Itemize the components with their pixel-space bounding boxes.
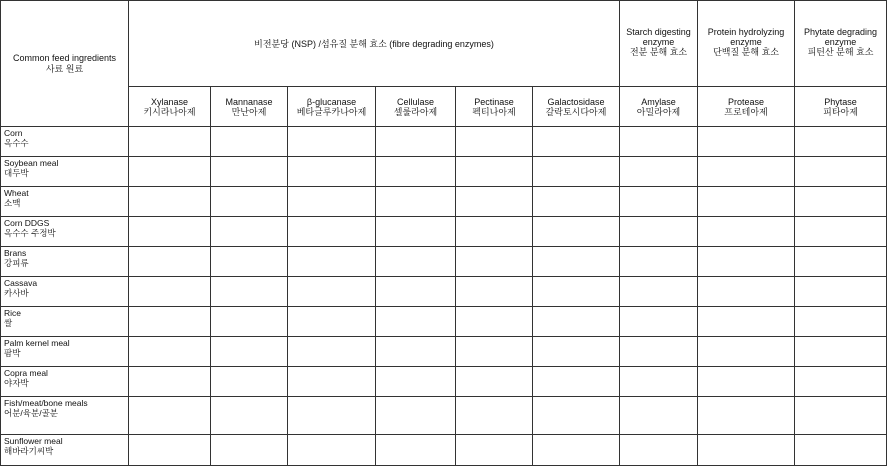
- enzyme-header-galactosidase: [533, 87, 620, 127]
- level-cell: [456, 337, 533, 367]
- ingredient-name-en: Cassava: [4, 278, 38, 288]
- ingredient-label: [1, 337, 129, 367]
- enzyme-name-ko: 아밀라아제: [636, 106, 681, 117]
- level-cell: [795, 217, 887, 247]
- level-cell: [698, 337, 795, 367]
- level-cell: [129, 187, 211, 217]
- level-cell: [533, 247, 620, 277]
- level-cell: [288, 127, 376, 157]
- level-cell: [376, 247, 456, 277]
- phytate-group-label-en: Phytate degrading enzyme: [804, 27, 878, 47]
- level-cell: [533, 127, 620, 157]
- level-cell: [288, 367, 376, 397]
- level-cell: [795, 397, 887, 435]
- ingredient-name-en: Wheat: [4, 188, 29, 198]
- enzyme-header-pectinase: [456, 87, 533, 127]
- level-cell: [376, 127, 456, 157]
- enzyme-header-amylase: [620, 87, 698, 127]
- level-cell: [129, 397, 211, 435]
- level-cell: [698, 277, 795, 307]
- ingredient-label: [1, 187, 129, 217]
- enzyme-name-en: Amylase: [641, 96, 676, 107]
- table-row: [1, 127, 887, 157]
- level-cell: [533, 157, 620, 187]
- table-row: [1, 277, 887, 307]
- level-cell: [795, 307, 887, 337]
- phytate-group-header: [795, 1, 887, 87]
- table-row: [1, 217, 887, 247]
- level-cell: [376, 307, 456, 337]
- level-cell: [698, 247, 795, 277]
- enzyme-name-en: Xylanase: [150, 96, 189, 107]
- ingredient-label: [1, 435, 129, 466]
- level-cell: [533, 217, 620, 247]
- level-cell: [211, 187, 288, 217]
- starch-group-label-en: Starch digesting enzyme: [626, 27, 691, 47]
- level-cell: [129, 435, 211, 466]
- ingredient-name-ko: 소맥: [4, 197, 21, 208]
- table-row: [1, 367, 887, 397]
- level-cell: [288, 397, 376, 435]
- ingredient-name-en: Sunflower meal: [4, 436, 63, 446]
- enzyme-name-en: β-glucanase: [306, 96, 357, 107]
- level-cell: [129, 247, 211, 277]
- level-cell: [795, 367, 887, 397]
- enzyme-name-en: Phytase: [824, 96, 857, 107]
- ingredients-header-ko: 사료 원료: [45, 63, 84, 74]
- ingredient-label: [1, 247, 129, 277]
- level-cell: [456, 247, 533, 277]
- enzyme-name-ko: 갈락토시다아제: [545, 106, 607, 117]
- ingredient-name-en: Fish/meat/bone meals: [4, 398, 88, 408]
- level-cell: [288, 187, 376, 217]
- level-cell: [533, 367, 620, 397]
- level-cell: [795, 435, 887, 466]
- level-cell: [698, 217, 795, 247]
- level-cell: [211, 397, 288, 435]
- level-cell: [533, 397, 620, 435]
- level-cell: [376, 157, 456, 187]
- enzyme-name-ko: 셀룰라아제: [393, 106, 438, 117]
- level-cell: [129, 127, 211, 157]
- level-cell: [211, 435, 288, 466]
- level-cell: [456, 397, 533, 435]
- level-cell: [795, 157, 887, 187]
- level-cell: [533, 187, 620, 217]
- level-cell: [129, 307, 211, 337]
- level-cell: [211, 127, 288, 157]
- enzyme-name-ko: 펙티나아제: [472, 106, 516, 117]
- level-cell: [211, 307, 288, 337]
- ingredient-name-en: Copra meal: [4, 368, 48, 378]
- level-cell: [620, 127, 698, 157]
- level-cell: [698, 157, 795, 187]
- enzyme-name-en: Pectinase: [474, 96, 514, 107]
- enzyme-name-ko: 피타아제: [823, 106, 858, 117]
- level-cell: [288, 435, 376, 466]
- level-cell: [129, 277, 211, 307]
- level-cell: [456, 217, 533, 247]
- table-row: [1, 247, 887, 277]
- level-cell: [288, 247, 376, 277]
- enzyme-name-ko: 키시라나아제: [143, 106, 196, 117]
- level-cell: [288, 157, 376, 187]
- protein-group-header: [698, 1, 795, 87]
- level-cell: [376, 367, 456, 397]
- ingredient-label: [1, 277, 129, 307]
- ingredient-name-ko: 어분/육분/골분: [4, 407, 58, 418]
- ingredients-header-en: Common feed ingredients: [12, 52, 117, 63]
- level-cell: [620, 187, 698, 217]
- ingredient-label: [1, 397, 129, 435]
- level-cell: [698, 307, 795, 337]
- nsp-group-label: 비전분당 (NSP) /섬유질 분해 효소 (fibre degrading enzymes): [254, 38, 494, 49]
- phytate-group-label-ko: 피틴산 분해 효소: [807, 47, 874, 57]
- ingredient-label: [1, 367, 129, 397]
- level-cell: [376, 217, 456, 247]
- level-cell: [376, 187, 456, 217]
- ingredient-label: [1, 127, 129, 157]
- level-cell: [129, 337, 211, 367]
- level-cell: [376, 435, 456, 466]
- enzyme-header-mannanase: [211, 87, 288, 127]
- ingredient-label: [1, 217, 129, 247]
- level-cell: [698, 187, 795, 217]
- enzyme-header-phytase: [795, 87, 887, 127]
- ingredient-name-ko: 팜박: [4, 347, 21, 358]
- level-cell: [456, 187, 533, 217]
- level-cell: [620, 217, 698, 247]
- level-cell: [533, 435, 620, 466]
- ingredient-name-ko: 카사바: [4, 287, 29, 298]
- table-row: [1, 337, 887, 367]
- level-cell: [211, 157, 288, 187]
- level-cell: [456, 157, 533, 187]
- ingredients-header: [1, 1, 129, 127]
- level-cell: [533, 277, 620, 307]
- ingredient-label: [1, 157, 129, 187]
- level-cell: [376, 277, 456, 307]
- level-cell: [698, 435, 795, 466]
- enzyme-name-en: Protease: [728, 96, 765, 107]
- ingredient-name-en: Soybean meal: [4, 158, 59, 168]
- ingredient-name-ko: 옥수수 주정박: [4, 227, 56, 238]
- ingredient-name-en: Corn: [4, 128, 23, 138]
- level-cell: [211, 337, 288, 367]
- level-cell: [620, 367, 698, 397]
- enzyme-name-en: Galactosidase: [547, 96, 605, 107]
- ingredient-name-ko: 해바라기씨박: [4, 445, 54, 456]
- enzyme-header-protease: [698, 87, 795, 127]
- table-body: [1, 127, 887, 466]
- ingredient-label: [1, 307, 129, 337]
- enzyme-header-beta-glucanase: [288, 87, 376, 127]
- protein-group-label-en: Protein hydrolyzing enzyme: [707, 27, 785, 47]
- level-cell: [620, 337, 698, 367]
- level-cell: [620, 307, 698, 337]
- level-cell: [795, 337, 887, 367]
- nsp-group-header: [129, 1, 620, 87]
- level-cell: [698, 367, 795, 397]
- table-row: [1, 307, 887, 337]
- level-cell: [620, 397, 698, 435]
- enzyme-header-xylanase: [129, 87, 211, 127]
- level-cell: [211, 367, 288, 397]
- level-cell: [456, 307, 533, 337]
- level-cell: [620, 277, 698, 307]
- enzyme-header-cellulase: [376, 87, 456, 127]
- level-cell: [211, 277, 288, 307]
- level-cell: [211, 217, 288, 247]
- level-cell: [456, 367, 533, 397]
- level-cell: [129, 157, 211, 187]
- level-cell: [698, 397, 795, 435]
- level-cell: [288, 307, 376, 337]
- level-cell: [620, 435, 698, 466]
- ingredient-name-ko: 대두박: [4, 167, 29, 178]
- table-row: [1, 187, 887, 217]
- enzyme-name-ko: 프로테아제: [724, 106, 768, 117]
- level-cell: [795, 127, 887, 157]
- level-cell: [456, 277, 533, 307]
- level-cell: [288, 217, 376, 247]
- level-cell: [698, 127, 795, 157]
- ingredient-name-en: Corn DDGS: [4, 218, 50, 228]
- level-cell: [795, 277, 887, 307]
- enzyme-name-en: Cellulase: [396, 96, 435, 107]
- protein-group-label-ko: 단백질 분해 효소: [713, 47, 779, 57]
- ingredient-name-ko: 강피류: [4, 257, 29, 268]
- level-cell: [456, 435, 533, 466]
- level-cell: [456, 127, 533, 157]
- table-row: [1, 157, 887, 187]
- level-cell: [795, 247, 887, 277]
- enzyme-name-ko: 만난아제: [231, 106, 267, 117]
- table-row: [1, 397, 887, 435]
- table-row: [1, 435, 887, 466]
- enzyme-header-row: [1, 87, 887, 127]
- ingredient-name-ko: 쌀: [4, 317, 13, 328]
- level-cell: [288, 337, 376, 367]
- starch-group-label-ko: 전분 분해 효소: [629, 47, 688, 57]
- ingredient-name-ko: 옥수수: [4, 137, 29, 148]
- level-cell: [533, 307, 620, 337]
- level-cell: [376, 397, 456, 435]
- level-cell: [376, 337, 456, 367]
- enzyme-name-en: Mannanase: [225, 96, 273, 107]
- ingredient-name-en: Brans: [4, 248, 27, 258]
- level-cell: [288, 277, 376, 307]
- starch-group-header: [620, 1, 698, 87]
- level-cell: [211, 247, 288, 277]
- level-cell: [129, 367, 211, 397]
- level-cell: [533, 337, 620, 367]
- level-cell: [620, 247, 698, 277]
- level-cell: [620, 157, 698, 187]
- level-cell: [795, 187, 887, 217]
- ingredient-name-en: Palm kernel meal: [4, 338, 70, 348]
- ingredient-name-en: Rice: [4, 308, 22, 318]
- level-cell: [129, 217, 211, 247]
- enzyme-name-ko: 베타글루카나아제: [296, 106, 367, 117]
- ingredient-name-ko: 야자박: [4, 377, 29, 388]
